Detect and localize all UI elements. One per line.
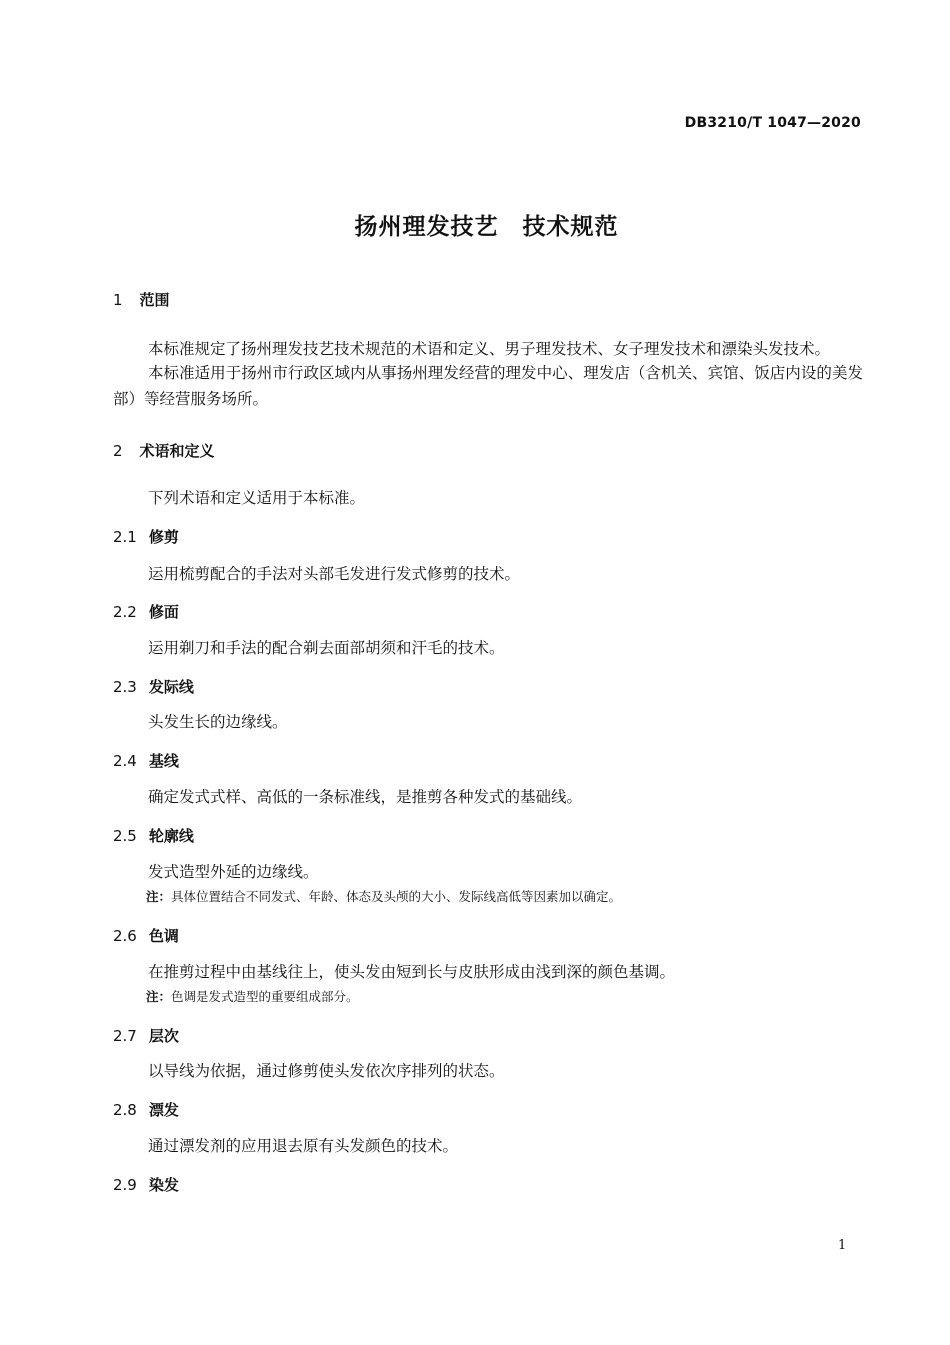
section-2-intro: 下列术语和定义适用于本标准。 bbox=[148, 489, 366, 507]
term-2-7-heading bbox=[113, 1025, 179, 1046]
term-2-5-note bbox=[146, 887, 621, 905]
term-2-4-heading bbox=[113, 750, 179, 771]
term-title: 漂发 bbox=[148, 1101, 179, 1119]
term-number: 2.4 bbox=[113, 752, 137, 770]
term-2-1-heading bbox=[113, 526, 179, 547]
term-number: 2.1 bbox=[113, 528, 137, 546]
term-2-6-note bbox=[146, 987, 359, 1005]
section-number: 2 bbox=[113, 442, 123, 460]
section-title: 术语和定义 bbox=[139, 442, 215, 460]
term-title: 修剪 bbox=[148, 528, 179, 546]
note-label: 注： bbox=[146, 889, 172, 904]
term-title: 轮廓线 bbox=[148, 827, 194, 845]
term-2-1-definition: 运用梳剪配合的手法对头部毛发进行发式修剪的技术。 bbox=[148, 565, 521, 583]
term-2-2-heading bbox=[113, 601, 179, 622]
term-2-8-definition: 通过漂发剂的应用退去原有头发颜色的技术。 bbox=[148, 1137, 459, 1155]
term-number: 2.5 bbox=[113, 827, 137, 845]
section-2-heading bbox=[113, 440, 215, 461]
section-1-heading bbox=[113, 289, 170, 310]
section-1-paragraph-1: 本标准规定了扬州理发技艺技术规范的术语和定义、男子理发技术、女子理发技术和漂染头发技术。 bbox=[148, 340, 831, 358]
term-2-5-heading bbox=[113, 825, 194, 846]
term-2-7-definition: 以导线为依据，通过修剪使头发依次序排列的状态。 bbox=[148, 1062, 505, 1080]
term-2-9-heading bbox=[113, 1174, 179, 1195]
note-text: 色调是发式造型的重要组成部分。 bbox=[171, 989, 359, 1004]
term-2-6-heading bbox=[113, 925, 179, 946]
term-2-3-heading bbox=[113, 676, 194, 697]
term-number: 2.7 bbox=[113, 1027, 137, 1045]
term-2-5-definition: 发式造型外延的边缘线。 bbox=[148, 863, 319, 881]
document-code: DB3210/T 1047—2020 bbox=[684, 115, 861, 131]
section-title: 范围 bbox=[139, 291, 170, 309]
term-number: 2.3 bbox=[113, 678, 137, 696]
term-2-3-definition: 头发生长的边缘线。 bbox=[148, 713, 288, 731]
term-2-2-definition: 运用剃刀和手法的配合剃去面部胡须和汗毛的技术。 bbox=[148, 639, 505, 657]
term-number: 2.9 bbox=[113, 1176, 137, 1194]
note-label: 注： bbox=[146, 989, 172, 1004]
term-number: 2.2 bbox=[113, 603, 137, 621]
term-title: 层次 bbox=[148, 1027, 179, 1045]
term-2-4-definition: 确定发式式样、高低的一条标准线，是推剪各种发式的基础线。 bbox=[148, 788, 583, 806]
term-2-8-heading bbox=[113, 1099, 179, 1120]
term-number: 2.8 bbox=[113, 1101, 137, 1119]
section-number: 1 bbox=[113, 291, 123, 309]
term-number: 2.6 bbox=[113, 927, 137, 945]
page-number: 1 bbox=[838, 1238, 847, 1253]
term-title: 修面 bbox=[148, 603, 179, 621]
term-title: 色调 bbox=[148, 927, 179, 945]
term-title: 基线 bbox=[148, 752, 179, 770]
document-title: 扬州理发技艺 技术规范 bbox=[354, 214, 619, 240]
note-text: 具体位置结合不同发式、年龄、体态及头颅的大小、发际线高低等因素加以确定。 bbox=[171, 889, 622, 904]
section-1-paragraph-2: 本标准适用于扬州市行政区域内从事扬州理发经营的理发中心、理发店（含机关、宾馆、饭店内设的美发部）等经营服务场所。 bbox=[113, 364, 863, 408]
term-title: 发际线 bbox=[148, 678, 194, 696]
term-2-6-definition: 在推剪过程中由基线往上，使头发由短到长与皮肤形成由浅到深的颜色基调。 bbox=[148, 963, 676, 981]
term-title: 染发 bbox=[148, 1176, 179, 1194]
